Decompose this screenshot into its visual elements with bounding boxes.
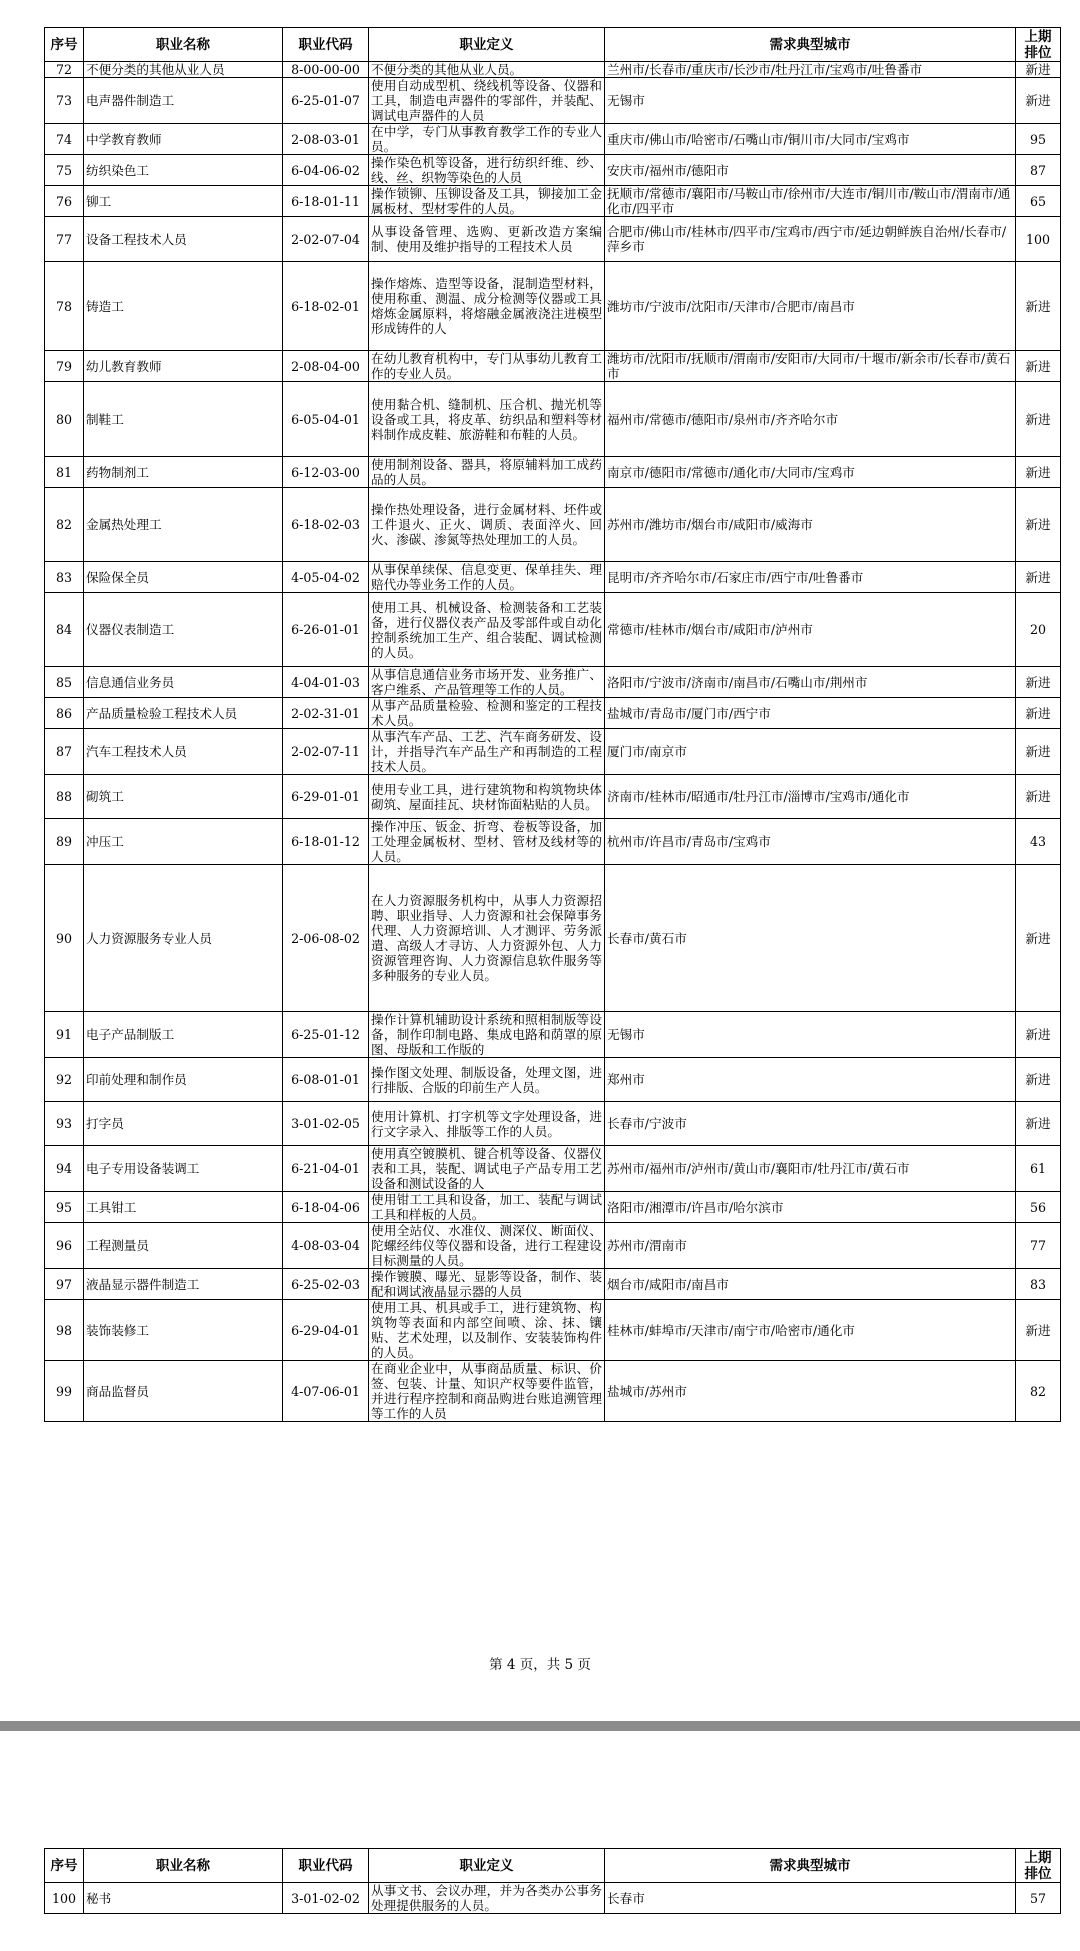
job-code: 6-08-01-01 xyxy=(283,1058,369,1102)
job-code: 3-01-02-05 xyxy=(283,1102,369,1146)
job-name: 打字员 xyxy=(84,1102,283,1146)
row-number: 86 xyxy=(45,698,84,729)
job-definition: 从事产品质量检验、检测和鉴定的工程技术人员。 xyxy=(369,698,605,729)
job-definition: 从事设备管理、选购、更新改造方案编制、使用及维护指导的工程技术人员 xyxy=(369,217,605,262)
page-separator xyxy=(0,1721,1080,1731)
job-definition: 在中学，专门从事教育教学工作的专业人员。 xyxy=(369,124,605,155)
table-row xyxy=(45,698,1061,729)
job-code: 6-25-01-07 xyxy=(283,78,369,124)
row-number: 80 xyxy=(45,382,84,457)
table-row xyxy=(45,217,1061,262)
previous-rank: 83 xyxy=(1016,1269,1061,1300)
demand-cities: 苏州市/渭南市 xyxy=(605,1223,1016,1269)
row-number: 77 xyxy=(45,217,84,262)
job-name: 铆工 xyxy=(84,186,283,217)
previous-rank: 95 xyxy=(1016,124,1061,155)
demand-cities: 济南市/桂林市/昭通市/牡丹江市/淄博市/宝鸡市/通化市 xyxy=(605,775,1016,819)
job-definition: 从事文书、会议办理，并为各类办公事务处理提供服务的人员。 xyxy=(369,1883,605,1914)
header-no: 序号 xyxy=(45,28,84,62)
previous-rank: 新进 xyxy=(1016,262,1061,351)
table-row xyxy=(45,562,1061,593)
header-cities: 需求典型城市 xyxy=(605,28,1016,62)
header-name: 职业名称 xyxy=(84,28,283,62)
row-number: 85 xyxy=(45,667,84,698)
job-code: 6-18-01-11 xyxy=(283,186,369,217)
table-row xyxy=(45,382,1061,457)
job-name: 工具钳工 xyxy=(84,1192,283,1223)
job-name: 冲压工 xyxy=(84,819,283,865)
job-definition: 从事汽车产品、工艺、汽车商务研发、设计，并指导汽车产品生产和再制造的工程技术人员。 xyxy=(369,729,605,775)
demand-cities: 无锡市 xyxy=(605,1012,1016,1058)
table-header-row xyxy=(45,28,1061,62)
demand-cities: 合肥市/佛山市/桂林市/四平市/宝鸡市/西宁市/延边朝鲜族自治州/长春市/萍乡市 xyxy=(605,217,1016,262)
job-definition: 使用真空镀膜机、键合机等设备、仪器仪表和工具，装配、调试电子产品专用工艺设备和测试设备的人 xyxy=(369,1146,605,1192)
job-name: 电子产品制版工 xyxy=(84,1012,283,1058)
previous-rank: 新进 xyxy=(1016,1102,1061,1146)
job-code: 2-08-04-00 xyxy=(283,351,369,382)
job-name: 人力资源服务专业人员 xyxy=(84,865,283,1012)
job-definition: 从事保单续保、信息变更、保单挂失、理赔代办等业务工作的人员。 xyxy=(369,562,605,593)
previous-rank: 56 xyxy=(1016,1192,1061,1223)
table-row xyxy=(45,1269,1061,1300)
job-code: 6-26-01-01 xyxy=(283,593,369,667)
job-code: 2-08-03-01 xyxy=(283,124,369,155)
row-number: 78 xyxy=(45,262,84,351)
table-header-row xyxy=(45,1849,1061,1883)
job-name: 液晶显示器件制造工 xyxy=(84,1269,283,1300)
previous-rank: 新进 xyxy=(1016,382,1061,457)
demand-cities: 盐城市/苏州市 xyxy=(605,1361,1016,1422)
previous-rank: 61 xyxy=(1016,1146,1061,1192)
table-row xyxy=(45,1192,1061,1223)
job-code: 2-02-07-11 xyxy=(283,729,369,775)
job-code: 4-07-06-01 xyxy=(283,1361,369,1422)
job-code: 3-01-02-02 xyxy=(283,1883,369,1914)
job-code: 6-18-02-01 xyxy=(283,262,369,351)
table-row xyxy=(45,1883,1061,1914)
job-code: 6-29-01-01 xyxy=(283,775,369,819)
table-row xyxy=(45,78,1061,124)
previous-rank: 82 xyxy=(1016,1361,1061,1422)
page-number: 第 4 页，共 5 页 xyxy=(489,1657,591,1673)
job-code: 6-12-03-00 xyxy=(283,457,369,488)
table-row xyxy=(45,186,1061,217)
header-rank: 上期排位 xyxy=(1016,28,1061,62)
row-number: 82 xyxy=(45,488,84,562)
demand-cities: 烟台市/咸阳市/南昌市 xyxy=(605,1269,1016,1300)
table-row xyxy=(45,1300,1061,1361)
job-code: 6-21-04-01 xyxy=(283,1146,369,1192)
demand-cities: 潍坊市/沈阳市/抚顺市/渭南市/安阳市/大同市/十堰市/新余市/长春市/黄石市 xyxy=(605,351,1016,382)
header-rank: 上期排位 xyxy=(1016,1849,1061,1883)
demand-cities: 盐城市/青岛市/厦门市/西宁市 xyxy=(605,698,1016,729)
table-row xyxy=(45,775,1061,819)
demand-cities: 苏州市/福州市/泸州市/黄山市/襄阳市/牡丹江市/黄石市 xyxy=(605,1146,1016,1192)
previous-rank: 新进 xyxy=(1016,1300,1061,1361)
header-definition: 职业定义 xyxy=(369,28,605,62)
previous-rank: 77 xyxy=(1016,1223,1061,1269)
table-row xyxy=(45,1102,1061,1146)
previous-rank: 新进 xyxy=(1016,78,1061,124)
demand-cities: 桂林市/蚌埠市/天津市/南宁市/哈密市/通化市 xyxy=(605,1300,1016,1361)
table-row xyxy=(45,457,1061,488)
table-row xyxy=(45,155,1061,186)
header-code: 职业代码 xyxy=(283,1849,369,1883)
demand-cities: 洛阳市/湘潭市/许昌市/哈尔滨市 xyxy=(605,1192,1016,1223)
previous-rank: 新进 xyxy=(1016,698,1061,729)
row-number: 83 xyxy=(45,562,84,593)
job-definition: 使用制剂设备、器具，将原辅料加工成药品的人员。 xyxy=(369,457,605,488)
job-definition: 操作锁铆、压铆设备及工具，铆接加工金属板材、型材零件的人员。 xyxy=(369,186,605,217)
table-row xyxy=(45,865,1061,1012)
job-code: 4-04-01-03 xyxy=(283,667,369,698)
demand-cities: 兰州市/长春市/重庆市/长沙市/牡丹江市/宝鸡市/吐鲁番市 xyxy=(605,62,1016,78)
previous-rank: 新进 xyxy=(1016,775,1061,819)
demand-cities: 重庆市/佛山市/哈密市/石嘴山市/铜川市/大同市/宝鸡市 xyxy=(605,124,1016,155)
job-definition: 使用专业工具，进行建筑物和构筑物块体砌筑、屋面挂瓦、块材饰面粘贴的人员。 xyxy=(369,775,605,819)
job-name: 保险保全员 xyxy=(84,562,283,593)
header-code: 职业代码 xyxy=(283,28,369,62)
row-number: 74 xyxy=(45,124,84,155)
previous-rank: 新进 xyxy=(1016,1012,1061,1058)
previous-rank: 新进 xyxy=(1016,488,1061,562)
job-name: 信息通信业务员 xyxy=(84,667,283,698)
row-number: 97 xyxy=(45,1269,84,1300)
header-no: 序号 xyxy=(45,1849,84,1883)
job-code: 2-06-08-02 xyxy=(283,865,369,1012)
job-name: 商品监督员 xyxy=(84,1361,283,1422)
row-number: 93 xyxy=(45,1102,84,1146)
job-name: 产品质量检验工程技术人员 xyxy=(84,698,283,729)
row-number: 100 xyxy=(45,1883,84,1914)
previous-rank: 新进 xyxy=(1016,865,1061,1012)
job-definition: 在人力资源服务机构中，从事人力资源招聘、职业指导、人力资源和社会保障事务代理、人力资源培训、人才测评、劳务派遣、高级人才寻访、人力资源外包、人力资源管理咨询、人力资源信息软件服务等多种服务的专业人员。 xyxy=(369,865,605,1012)
demand-cities: 无锡市 xyxy=(605,78,1016,124)
job-name: 中学教育教师 xyxy=(84,124,283,155)
previous-rank: 新进 xyxy=(1016,562,1061,593)
job-name: 纺织染色工 xyxy=(84,155,283,186)
job-code: 6-05-04-01 xyxy=(283,382,369,457)
row-number: 79 xyxy=(45,351,84,382)
job-table-page4 xyxy=(44,27,1061,1422)
job-definition: 操作热处理设备，进行金属材料、坯件或工件退火、正火、调质、表面淬火、回火、渗碳、渗氮等热处理加工的人员。 xyxy=(369,488,605,562)
row-number: 92 xyxy=(45,1058,84,1102)
demand-cities: 长春市 xyxy=(605,1883,1016,1914)
job-name: 不便分类的其他从业人员 xyxy=(84,62,283,78)
table-row xyxy=(45,1012,1061,1058)
demand-cities: 南京市/德阳市/常德市/通化市/大同市/宝鸡市 xyxy=(605,457,1016,488)
table-row xyxy=(45,1146,1061,1192)
job-name: 金属热处理工 xyxy=(84,488,283,562)
job-code: 6-25-01-12 xyxy=(283,1012,369,1058)
demand-cities: 杭州市/许昌市/青岛市/宝鸡市 xyxy=(605,819,1016,865)
table-row xyxy=(45,593,1061,667)
job-definition: 操作冲压、钣金、折弯、卷板等设备，加工处理金属板材、型材、管材及线材等的人员。 xyxy=(369,819,605,865)
job-name: 汽车工程技术人员 xyxy=(84,729,283,775)
table-row xyxy=(45,667,1061,698)
previous-rank: 20 xyxy=(1016,593,1061,667)
job-definition: 操作图文处理、制版设备，处理文图，进行排版、合版的印前生产人员。 xyxy=(369,1058,605,1102)
previous-rank: 新进 xyxy=(1016,457,1061,488)
previous-rank: 43 xyxy=(1016,819,1061,865)
row-number: 99 xyxy=(45,1361,84,1422)
demand-cities: 郑州市 xyxy=(605,1058,1016,1102)
job-name: 秘书 xyxy=(84,1883,283,1914)
table-row xyxy=(45,262,1061,351)
row-number: 89 xyxy=(45,819,84,865)
table-row xyxy=(45,488,1061,562)
job-definition: 在幼儿教育机构中，专门从事幼儿教育工作的专业人员。 xyxy=(369,351,605,382)
row-number: 88 xyxy=(45,775,84,819)
job-definition: 操作计算机辅助设计系统和照相制版等设备，制作印制电路、集成电路和荫罩的原图、母版和工作版的 xyxy=(369,1012,605,1058)
table-row xyxy=(45,124,1061,155)
table-row xyxy=(45,62,1061,78)
job-definition: 使用黏合机、缝制机、压合机、抛光机等设备或工具，将皮革、纺织品和塑料等材料制作成皮鞋、旅游鞋和布鞋的人员。 xyxy=(369,382,605,457)
job-definition: 使用工具、机械设备、检测装备和工艺装备，进行仪器仪表产品及零部件或自动化控制系统加工生产、组合装配、调试检测的人员。 xyxy=(369,593,605,667)
job-definition: 从事信息通信业务市场开发、业务推广、客户维系、产品管理等工作的人员。 xyxy=(369,667,605,698)
job-definition: 使用全站仪、水准仪、测深仪、断面仪、陀螺经纬仪等仪器和设备，进行工程建设目标测量的人员。 xyxy=(369,1223,605,1269)
table-row xyxy=(45,1058,1061,1102)
job-code: 6-04-06-02 xyxy=(283,155,369,186)
job-definition: 使用计算机、打字机等文字处理设备，进行文字录入、排版等工作的人员。 xyxy=(369,1102,605,1146)
previous-rank: 新进 xyxy=(1016,729,1061,775)
job-code: 6-25-02-03 xyxy=(283,1269,369,1300)
job-definition: 操作熔炼、造型等设备，混制造型材料，使用称重、测温、成分检测等仪器或工具熔炼金属原料，将熔融金属液浇注进模型形成铸件的人 xyxy=(369,262,605,351)
demand-cities: 苏州市/潍坊市/烟台市/咸阳市/威海市 xyxy=(605,488,1016,562)
row-number: 73 xyxy=(45,78,84,124)
table-row xyxy=(45,729,1061,775)
row-number: 84 xyxy=(45,593,84,667)
job-definition: 在商业企业中，从事商品质量、标识、价签、包装、计量、知识产权等要件监管，并进行程序控制和商品购进台账追溯管理等工作的人员 xyxy=(369,1361,605,1422)
job-code: 2-02-07-04 xyxy=(283,217,369,262)
header-name: 职业名称 xyxy=(84,1849,283,1883)
previous-rank: 新进 xyxy=(1016,351,1061,382)
job-name: 电子专用设备装调工 xyxy=(84,1146,283,1192)
demand-cities: 抚顺市/常德市/襄阳市/马鞍山市/徐州市/大连市/铜川市/鞍山市/渭南市/通化市/四平市 xyxy=(605,186,1016,217)
table-row xyxy=(45,819,1061,865)
row-number: 96 xyxy=(45,1223,84,1269)
demand-cities: 昆明市/齐齐哈尔市/石家庄市/西宁市/吐鲁番市 xyxy=(605,562,1016,593)
demand-cities: 洛阳市/宁波市/济南市/南昌市/石嘴山市/荆州市 xyxy=(605,667,1016,698)
job-name: 幼儿教育教师 xyxy=(84,351,283,382)
header-definition: 职业定义 xyxy=(369,1849,605,1883)
header-cities: 需求典型城市 xyxy=(605,1849,1016,1883)
previous-rank: 新进 xyxy=(1016,1058,1061,1102)
row-number: 95 xyxy=(45,1192,84,1223)
demand-cities: 安庆市/福州市/德阳市 xyxy=(605,155,1016,186)
previous-rank: 87 xyxy=(1016,155,1061,186)
job-code: 6-18-04-06 xyxy=(283,1192,369,1223)
demand-cities: 长春市/宁波市 xyxy=(605,1102,1016,1146)
job-code: 4-08-03-04 xyxy=(283,1223,369,1269)
row-number: 98 xyxy=(45,1300,84,1361)
demand-cities: 长春市/黄石市 xyxy=(605,865,1016,1012)
row-number: 90 xyxy=(45,865,84,1012)
demand-cities: 厦门市/南京市 xyxy=(605,729,1016,775)
job-definition: 使用工具、机具或手工，进行建筑物、构筑物等表面和内部空间喷、涂、抹、镶贴、艺术处理，以及制作、安装装饰构件的人员。 xyxy=(369,1300,605,1361)
job-name: 药物制剂工 xyxy=(84,457,283,488)
job-definition: 不便分类的其他从业人员。 xyxy=(369,62,605,78)
job-name: 印前处理和制作员 xyxy=(84,1058,283,1102)
job-name: 铸造工 xyxy=(84,262,283,351)
demand-cities: 福州市/常德市/德阳市/泉州市/齐齐哈尔市 xyxy=(605,382,1016,457)
previous-rank: 新进 xyxy=(1016,667,1061,698)
job-name: 装饰装修工 xyxy=(84,1300,283,1361)
row-number: 76 xyxy=(45,186,84,217)
demand-cities: 潍坊市/宁波市/沈阳市/天津市/合肥市/南昌市 xyxy=(605,262,1016,351)
job-name: 设备工程技术人员 xyxy=(84,217,283,262)
job-definition: 使用钳工工具和设备，加工、装配与调试工具和样板的人员。 xyxy=(369,1192,605,1223)
job-name: 制鞋工 xyxy=(84,382,283,457)
job-code: 6-18-01-12 xyxy=(283,819,369,865)
job-definition: 操作染色机等设备，进行纺织纤维、纱、线、丝、织物等染色的人员 xyxy=(369,155,605,186)
job-name: 仪器仪表制造工 xyxy=(84,593,283,667)
row-number: 75 xyxy=(45,155,84,186)
row-number: 91 xyxy=(45,1012,84,1058)
row-number: 87 xyxy=(45,729,84,775)
job-definition: 操作镀膜、曝光、显影等设备，制作、装配和调试液晶显示器的人员 xyxy=(369,1269,605,1300)
previous-rank: 57 xyxy=(1016,1883,1061,1914)
job-table-page5 xyxy=(44,1848,1061,1914)
job-definition: 使用自动成型机、绕线机等设备、仪器和工具，制造电声器件的零部件，并装配、调试电声器件的人员 xyxy=(369,78,605,124)
job-code: 4-05-04-02 xyxy=(283,562,369,593)
job-name: 砌筑工 xyxy=(84,775,283,819)
job-code: 8-00-00-00 xyxy=(283,62,369,78)
previous-rank: 100 xyxy=(1016,217,1061,262)
job-code: 6-29-04-01 xyxy=(283,1300,369,1361)
table-row xyxy=(45,1223,1061,1269)
row-number: 81 xyxy=(45,457,84,488)
previous-rank: 65 xyxy=(1016,186,1061,217)
table-row xyxy=(45,351,1061,382)
demand-cities: 常德市/桂林市/烟台市/咸阳市/泸州市 xyxy=(605,593,1016,667)
job-code: 6-18-02-03 xyxy=(283,488,369,562)
job-name: 电声器件制造工 xyxy=(84,78,283,124)
table-row xyxy=(45,1361,1061,1422)
row-number: 94 xyxy=(45,1146,84,1192)
previous-rank: 新进 xyxy=(1016,62,1061,78)
job-name: 工程测量员 xyxy=(84,1223,283,1269)
job-code: 2-02-31-01 xyxy=(283,698,369,729)
row-number: 72 xyxy=(45,62,84,78)
